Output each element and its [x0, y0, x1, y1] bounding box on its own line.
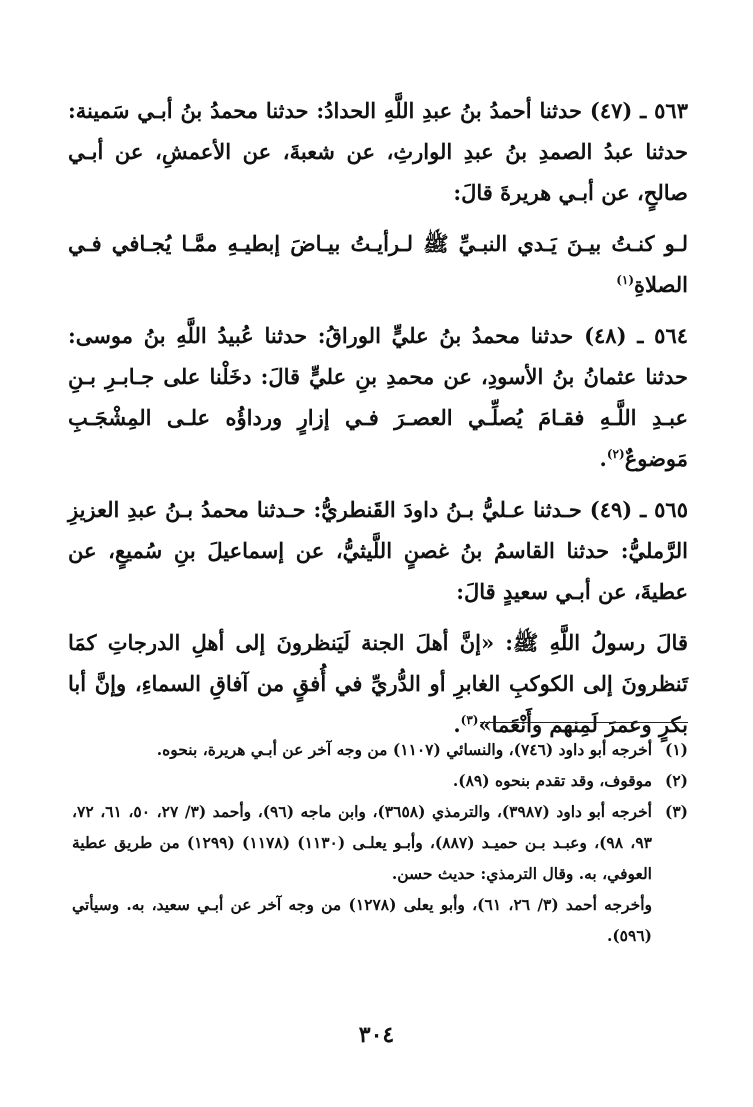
footnote-text: وأخرجه أحمد (٣/ ٢٦، ٦١)، وأبو يعلى (١٢٧٨) من وجه آخر عن أبـي سعيد، به. وسيأتي (٥٩٦).: [72, 895, 652, 945]
hadith-matn: قالَ رسولُ اللَّهِ ﷺ: «إنَّ أهلَ الجنة لَيَنظرونَ إلى أهلِ الدرجاتِ كمَا تَنظرونَ إلى الكوكبِ الغابرِ أو الدُّريِّ في أُفقٍ من آفاقِ السماءِ، وإنَّ أبا بكرٍ وعمرَ لَمِنهم وأَنْعَما»: [68, 630, 688, 737]
hadith-number: ٥٦٤ ـ (٤٨): [584, 323, 689, 348]
footnotes: [72, 734, 688, 951]
footnote-number: (٣): [664, 802, 688, 821]
hadith-565-matn: [68, 622, 688, 745]
hadith-563: [68, 90, 688, 213]
footnote-text: أخرجه أبو داود (٧٤٦)، والنسائي (١١٠٧) من وجه آخر عن أبـي هريرة، بنحوه.: [156, 740, 652, 759]
page-number: ٣٠٤: [358, 1022, 395, 1048]
footnote-divider: [480, 722, 688, 723]
footnote-1: [72, 734, 688, 765]
hadith-563-matn: [68, 223, 688, 305]
sentence-end: .: [453, 712, 461, 737]
footnote-number: (٢): [664, 771, 688, 790]
hadith-564: [68, 315, 688, 479]
footnote-2: [72, 765, 688, 796]
footnote-3: [72, 796, 688, 951]
hadith-565: [68, 489, 688, 612]
hadith-chain: حـدثنا عـليُّ بـنُ داودَ القَنطريُّ: حـدثنا محمدُ بـنُ عبدِ العزيزِ الرَّمليُّ: حدثنا القاسمُ بنُ غصنٍ اللَّيثيُّ، عن إسماعيلَ بنِ سُميعٍ، عن عطيةَ، عن أبـي سعيدٍ قالَ:: [68, 497, 688, 604]
footnote-text: موقوف، وقد تقدم بنحوه (٨٩).: [452, 771, 652, 790]
hadith-chain: حدثنا محمدُ بنُ عليٍّ الوراقُ: حدثنا عُبيدُ اللَّهِ بنُ موسى: حدثنا عثمانُ بنُ الأسودِ، عن محمدِ بنِ عليٍّ قالَ: دخَلْنا على جـابـرِ بـنِ عبـدِ اللَّـهِ فقـامَ يُصلِّـي العصـرَ فـي إزارٍ ورداؤُه علـى المِشْجَـبِ مَوضوعٌ: [68, 323, 688, 471]
footnote-number: (١): [664, 740, 688, 759]
hadith-matn: لـو كنـتُ بيـنَ يَـدي النبـيِّ ﷺ لـرأيـتُ بيـاضَ إبطيـهِ ممَّـا يُجـافي فـي الصلاةِ: [68, 231, 688, 297]
footnote-text: أخرجه أبو داود (٣٩٨٧)، والترمذي (٣٦٥٨)، وابن ماجه (٩٦)، وأحمد (٣/ ٢٧، ٥٠، ٦١، ٧٢، ٩٣، ٩٨)، وعبـد بـن حميـد (٨٨٧)، وأبـو يعلـى (١١٣٠) (١١٧٨) (١٢٩٩) من طريق عطية العوفي، به. وقال الترمذي: حديث حسن.: [72, 802, 652, 883]
hadith-chain: حدثنا أحمدُ بنُ عبدِ اللَّهِ الحدادُ: حدثنا محمدُ بنُ أبـي سَمينة: حدثنا عبدُ الصمدِ بنُ عبدِ الوارثِ، عن شعبةَ، عن الأعمشِ، عن أبـي صالحٍ، عن أبـي هريرةَ قالَ:: [68, 98, 688, 205]
hadith-number: ٥٦٣ ـ (٤٧): [589, 98, 688, 123]
sentence-end: .: [599, 446, 607, 471]
footnote-ref[interactable]: (٢): [606, 447, 625, 461]
hadith-number: ٥٦٥ ـ (٤٩): [589, 497, 688, 522]
footnote-ref[interactable]: (١): [616, 273, 635, 287]
main-text: [68, 90, 688, 755]
footnote-ref[interactable]: (٣): [460, 713, 479, 727]
